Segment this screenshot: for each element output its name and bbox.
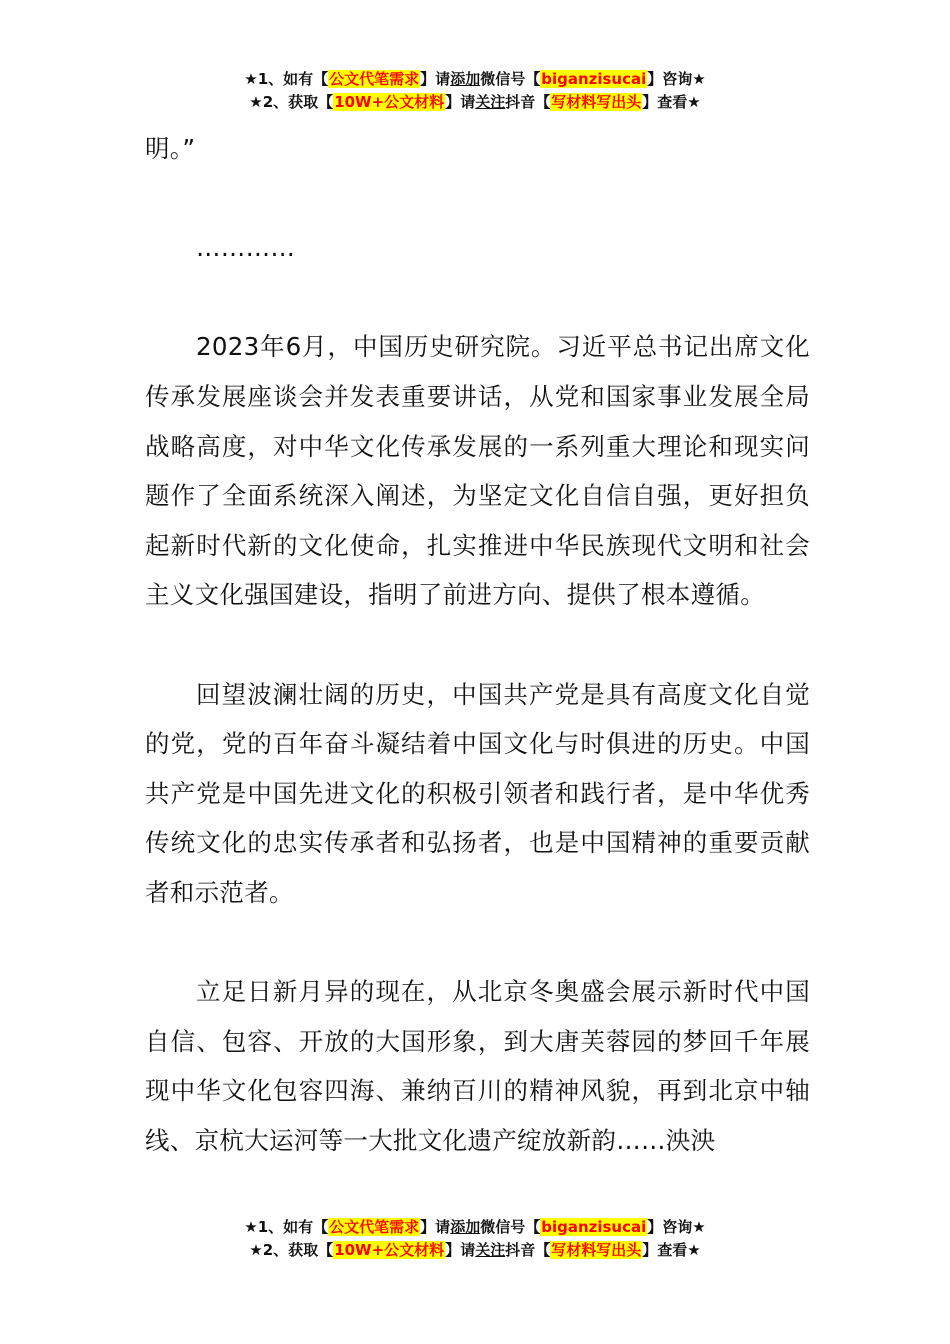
banner-underline: 关注 [475,1241,506,1259]
banner-text: 】咨询★ [647,70,706,88]
paragraph: 立足日新月异的现在，从北京冬奥盛会展示新时代中国自信、包容、开放的大国形象，到大唐芙蓉园的梦回千年展现中华文化包容四海、兼纳百川的精神风貌，再到北京中轴线、京杭大运河等一大批文化遗产绽放新韵……泱泱 [145,977,810,1155]
banner-text: ★2、获取【 [249,1241,334,1259]
banner-highlight: 公文代笔需求 [329,1218,420,1236]
banner-line-1 [0,68,950,91]
document-body [145,124,810,1165]
banner-text: ★1、如有【 [244,70,329,88]
banner-text: ★1、如有【 [244,1218,329,1236]
banner-highlight: 写材料写出头 [551,93,642,111]
banner-highlight: 公文代笔需求 [329,70,420,88]
footer-banner [0,1216,950,1262]
banner-highlight: 10W+公文材料 [334,93,445,111]
banner-text: 】请 [420,1218,451,1236]
banner-line-2 [0,1239,950,1262]
paragraph: 回望波澜壮阔的历史，中国共产党是具有高度文化自觉的党，党的百年奋斗凝结着中国文化与时俱进的历史。中国共产党是中国先进文化的积极引领者和践行者，是中华优秀传统文化的忠实传承者和弘扬者，也是中国精神的重要贡献者和示范者。 [145,679,810,907]
banner-text: 】查看★ [642,93,701,111]
paragraph: 2023年6月，中国历史研究院。习近平总书记出席文化传承发展座谈会并发表重要讲话，从党和国家事业发展全局战略高度，对中华文化传承发展的一系列重大理论和现实问题作了全面系统深入阐述，为坚定文化自信自强，更好担负起新时代新的文化使命，扎实推进中华民族现代文明和社会主义文化强国建设，指明了前进方向、提供了根本遵循。 [145,332,810,610]
banner-highlight: 写材料写出头 [551,1241,642,1259]
banner-line-2 [0,91,950,114]
banner-text: ★2、获取【 [249,93,334,111]
banner-text: 】咨询★ [647,1218,706,1236]
banner-text: 抖音【 [505,1241,551,1259]
banner-highlight: biganzisucai [541,1218,647,1236]
banner-highlight: 10W+公文材料 [334,1241,445,1259]
banner-line-1 [0,1216,950,1239]
banner-underline: 添加 [450,1218,481,1236]
paragraph-continuation: 明。” [145,134,196,163]
banner-highlight: biganzisucai [541,70,647,88]
banner-underline: 关注 [475,93,506,111]
banner-text: 微信号【 [480,70,541,88]
header-banner [0,68,950,114]
banner-text: 】请 [420,70,451,88]
banner-text: 抖音【 [505,93,551,111]
paragraph-ellipsis: ………… [196,233,296,263]
banner-text: 】请 [445,93,476,111]
banner-underline: 添加 [450,70,481,88]
banner-text: 】查看★ [642,1241,701,1259]
banner-text: 微信号【 [480,1218,541,1236]
banner-text: 】请 [445,1241,476,1259]
